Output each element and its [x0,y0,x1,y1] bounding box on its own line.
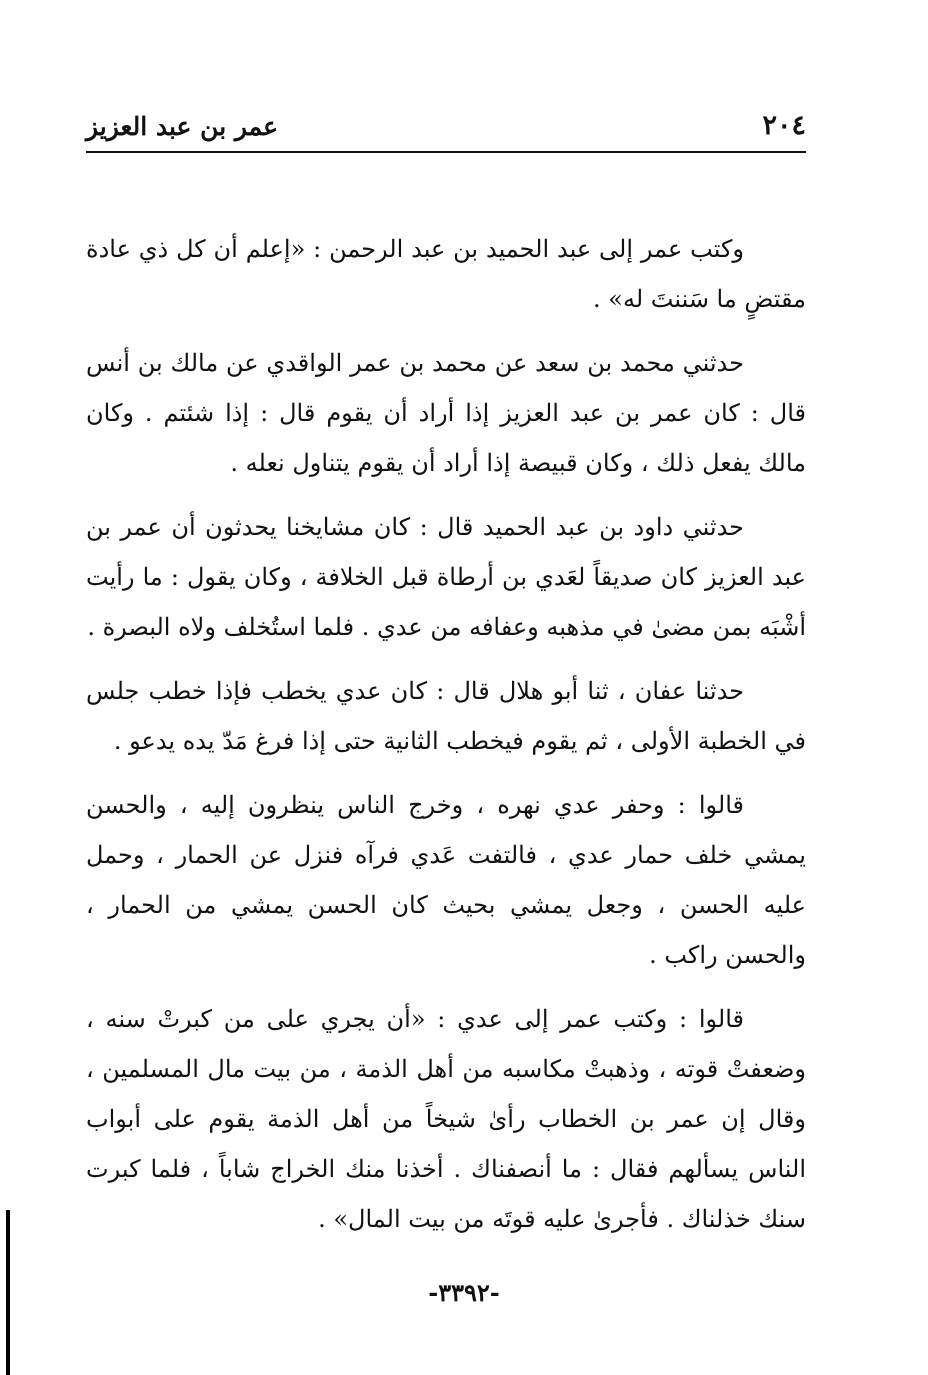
paragraph-3: حدثني داود بن عبد الحميد قال : كان مشايخنا يحدثون أن عمر بن عبد العزيز كان صديقاً لعَدي بن أرطاة قبل الخلافة ، وكان يقول : ما رأيت أشْبَه بمن مضىٰ في مذهبه وعفافه من عدي . فلما استُخلف ولاه البصرة . [86,513,806,641]
paragraph-2: حدثني محمد بن سعد عن محمد بن عمر الواقدي عن مالك بن أنس قال : كان عمر بن عبد العزيز إذا أراد أن يقوم قال : إذا شئتم . وكان مالك يفعل ذلك ، وكان قبيصة إذا أراد أن يقوم يتناول نعله . [86,349,806,477]
footer-page-number: -٣٣٩٢- [428,1278,500,1307]
page-number: ٢٠٤ [762,110,806,141]
paragraph-4: حدثنا عفان ، ثنا أبو هلال قال : كان عدي يخطب فإذا خطب جلس في الخطبة الأولى ، ثم يقوم فيخطب الثانية حتى إذا فرغ مَدّ يده يدعو . [86,677,806,755]
running-header [86,108,806,154]
paragraph-1: وكتب عمر إلى عبد الحميد بن عبد الرحمن : «إعلم أن كل ذي عادة مقتضٍ ما سَننتَ له» . [86,235,806,313]
body-text [86,224,806,1244]
paragraph-5: قالوا : وحفر عدي نهره ، وخرج الناس ينظرون إليه ، والحسن يمشي خلف حمار عدي ، فالتفت عَدي فرآه فنزل عن الحمار ، وحمل عليه الحسن ، وجعل يمشي بحيث كان الحسن يمشي من الحمار ، والحسن راكب . [86,791,806,969]
header-rule [86,151,806,153]
scan-edge-mark [6,1210,10,1375]
running-title: عمر بن عبد العزيز [86,112,279,141]
paragraph-6: قالوا : وكتب عمر إلى عدي : «أن يجري على من كبرتْ سنه ، وضعفتْ قوته ، وذهبتْ مكاسبه من أهل الذمة ، من بيت مال المسلمين ، وقال إن عمر بن الخطاب رأىٰ شيخاً من أهل الذمة يقوم على أبواب الناس يسألهم فقال : ما أنصفناك . أخذنا منك الخراج شاباً ، فلما كبرت سنك خذلناك . فأجرىٰ عليه قوتَه من بيت المال» . [86,1005,806,1233]
